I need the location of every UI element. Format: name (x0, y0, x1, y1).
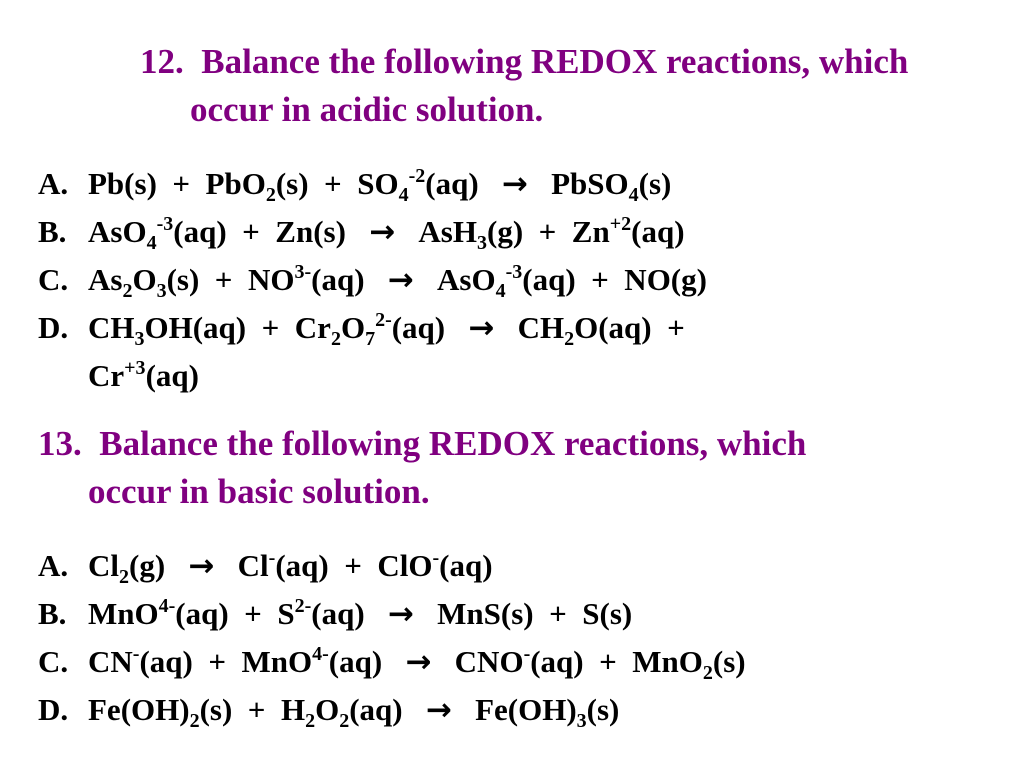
reaction-12b (38, 208, 685, 256)
reaction-equation: CN-(aq) + MnO$^{4-}$(aq) → CNO-(aq) + MnO$_2$(s) (88, 643, 746, 684)
reaction-12a (38, 160, 671, 208)
reaction-letter: B. (38, 596, 67, 631)
reaction-equation: $Fe(OH)_2(s) + H_2O_2(aq) \to Fe(OH)_3(s)$ (88, 692, 620, 732)
question-12-text-line1: Balance the following REDOX reactions, which (201, 42, 909, 81)
reaction-equation: $MnO^{4-}(aq) + S^{2-}(aq) \to MnS(s) + S(s)$ (88, 595, 633, 632)
question-12-text-line2: occur in acidic solution. (190, 90, 544, 129)
reaction-letter: C. (38, 262, 69, 297)
reaction-equation: $As_2O_3(s) + NO^{3-}(aq) \to AsO_4^{-3}(aq) + NO(g)$ (88, 261, 707, 302)
question-13-text-line1: Balance the following REDOX reactions, which (99, 424, 807, 463)
reaction-letter: A. (38, 548, 69, 583)
reaction-equation: $Cl_2(g) \to Cl^-(aq) + ClO^-(aq)$ (88, 547, 493, 588)
question-12-heading (140, 38, 908, 134)
reaction-letter: D. (38, 692, 69, 727)
reaction-equation: $Pb(s) + PbO_2(s) + SO_4^{-2}(aq)$ → PbSO$_4$(s) (88, 165, 672, 206)
reaction-equation: $CH_3OH(aq) + Cr_2O_7^{2-}(aq) \to CH_2O(aq)$ + $Cr^{+3}(aq)$ (88, 309, 693, 393)
reaction-letter: D. (38, 310, 69, 345)
reaction-letter: A. (38, 166, 69, 201)
reaction-13c (38, 638, 746, 686)
reaction-letter: B. (38, 214, 67, 249)
question-12-line1 (140, 42, 908, 81)
reaction-equation: $AsO_4^{-3}(aq) + Zn(s) \to AsH_3(g) + Zn^{+2}(aq)$ (88, 213, 685, 254)
question-13-number: 13. (38, 424, 82, 463)
reaction-13b (38, 590, 632, 638)
question-13-text-line2: occur in basic solution. (88, 472, 430, 511)
reaction-letter: C. (38, 644, 69, 679)
question-13-line1 (38, 424, 806, 463)
question-13-heading (38, 420, 806, 516)
reaction-12c (38, 256, 707, 304)
reaction-13a (38, 542, 493, 590)
question-12-number: 12. (140, 42, 184, 81)
reaction-13d (38, 686, 619, 734)
reaction-12d (38, 304, 693, 400)
